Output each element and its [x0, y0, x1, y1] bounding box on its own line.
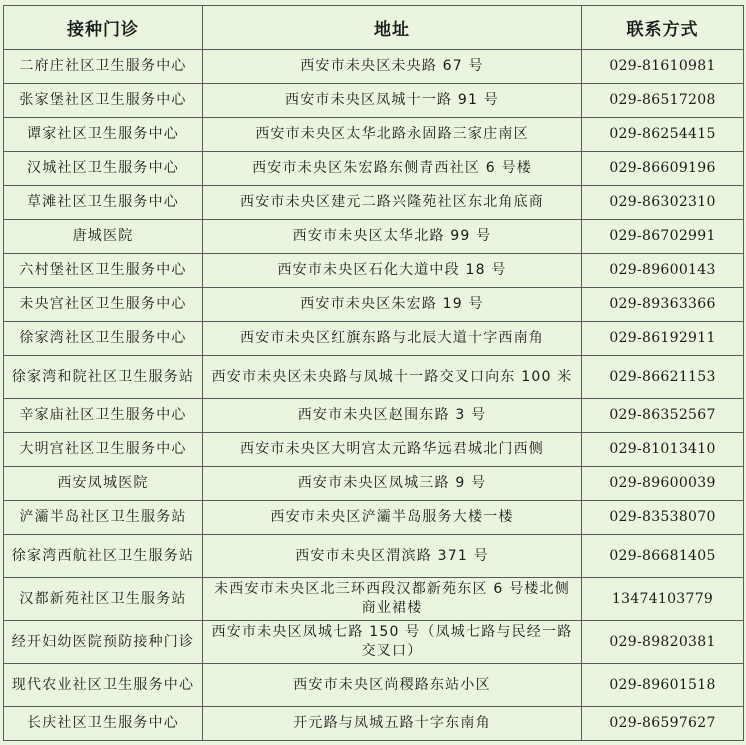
clinic-name: 辛家庙社区卫生服务中心: [4, 399, 203, 433]
table-row: [4, 50, 744, 84]
clinic-name: 经开妇幼医院预防接种门诊: [4, 621, 203, 664]
clinic-phone: 029-86681405: [582, 535, 744, 578]
table-row: [4, 501, 744, 535]
table-row: [4, 254, 744, 288]
header-row: [4, 6, 744, 50]
table-row: [4, 356, 744, 399]
clinic-address: 西安市未央区太华北路永固路三家庄南区: [203, 118, 582, 152]
table-row: [4, 322, 744, 356]
table-row: [4, 399, 744, 433]
clinic-phone: 029-86517208: [582, 84, 744, 118]
clinic-address: 西安市未央区未央路与凤城十一路交叉口向东 100 米: [203, 356, 582, 399]
clinic-phone: 029-86302310: [582, 186, 744, 220]
table-row: [4, 220, 744, 254]
vaccination-clinic-table: [3, 5, 744, 741]
table-row: [4, 152, 744, 186]
clinic-address: 西安市未央区渭滨路 371 号: [203, 535, 582, 578]
clinic-phone: 029-83538070: [582, 501, 744, 535]
clinic-address: 西安市未央区赵围东路 3 号: [203, 399, 582, 433]
clinic-phone: 029-89600039: [582, 467, 744, 501]
table-row: [4, 578, 744, 621]
clinic-address: 西安市未央区凤城七路 150 号（凤城七路与民经一路交叉口）: [203, 621, 582, 664]
clinic-address: 西安市未央区朱宏路东侧青西社区 6 号楼: [203, 152, 582, 186]
table-row: [4, 535, 744, 578]
clinic-phone: 029-86597627: [582, 707, 744, 741]
clinic-address: 未西安市未央区北三环西段汉都新苑东区 6 号楼北侧商业裙楼: [203, 578, 582, 621]
clinic-address: 西安市未央区尚稷路东站小区: [203, 664, 582, 707]
clinic-name: 浐灞半岛社区卫生服务站: [4, 501, 203, 535]
clinic-address: 西安市未央区石化大道中段 18 号: [203, 254, 582, 288]
clinic-phone: 029-86192911: [582, 322, 744, 356]
clinic-address: 开元路与凤城五路十字东南角: [203, 707, 582, 741]
header-address: 地址: [203, 6, 582, 50]
clinic-phone: 029-86702991: [582, 220, 744, 254]
clinic-name: 徐家湾和院社区卫生服务站: [4, 356, 203, 399]
table-row: [4, 433, 744, 467]
clinic-address: 西安市未央区大明宫太元路华远君城北门西侧: [203, 433, 582, 467]
clinic-address: 西安市未央区建元二路兴隆苑社区东北角底商: [203, 186, 582, 220]
clinic-phone: 029-89820381: [582, 621, 744, 664]
clinic-address: 西安市未央区未央路 67 号: [203, 50, 582, 84]
clinic-name: 未央宫社区卫生服务中心: [4, 288, 203, 322]
clinic-phone: 029-81610981: [582, 50, 744, 84]
clinic-address: 西安市未央区浐灞半岛服务大楼一楼: [203, 501, 582, 535]
table-row: [4, 84, 744, 118]
clinic-address: 西安市未央区朱宏路 19 号: [203, 288, 582, 322]
clinic-phone: 029-86254415: [582, 118, 744, 152]
clinic-address: 西安市未央区凤城三路 9 号: [203, 467, 582, 501]
clinic-name: 汉都新苑社区卫生服务站: [4, 578, 203, 621]
table-row: [4, 707, 744, 741]
clinic-phone: 029-89601518: [582, 664, 744, 707]
table-row: [4, 186, 744, 220]
clinic-name: 长庆社区卫生服务中心: [4, 707, 203, 741]
clinic-address: 西安市未央区凤城十一路 91 号: [203, 84, 582, 118]
clinic-address: 西安市未央区太华北路 99 号: [203, 220, 582, 254]
clinic-phone: 029-89363366: [582, 288, 744, 322]
clinic-name: 现代农业社区卫生服务中心: [4, 664, 203, 707]
clinic-phone: 13474103779: [582, 578, 744, 621]
clinic-name: 二府庄社区卫生服务中心: [4, 50, 203, 84]
clinic-name: 徐家湾西航社区卫生服务站: [4, 535, 203, 578]
clinic-phone: 029-86352567: [582, 399, 744, 433]
table-row: [4, 621, 744, 664]
clinic-name: 汉城社区卫生服务中心: [4, 152, 203, 186]
table-row: [4, 288, 744, 322]
header-phone: 联系方式: [582, 6, 744, 50]
table-row: [4, 664, 744, 707]
clinic-name: 徐家湾社区卫生服务中心: [4, 322, 203, 356]
clinic-phone: 029-81013410: [582, 433, 744, 467]
clinic-name: 谭家社区卫生服务中心: [4, 118, 203, 152]
clinic-name: 六村堡社区卫生服务中心: [4, 254, 203, 288]
clinic-name: 草滩社区卫生服务中心: [4, 186, 203, 220]
clinic-phone: 029-86609196: [582, 152, 744, 186]
table-row: [4, 467, 744, 501]
clinic-name: 大明宫社区卫生服务中心: [4, 433, 203, 467]
clinic-name: 张家堡社区卫生服务中心: [4, 84, 203, 118]
clinic-address: 西安市未央区红旗东路与北辰大道十字西南角: [203, 322, 582, 356]
clinic-name: 唐城医院: [4, 220, 203, 254]
table-row: [4, 118, 744, 152]
header-clinic: 接种门诊: [4, 6, 203, 50]
clinic-phone: 029-89600143: [582, 254, 744, 288]
clinic-phone: 029-86621153: [582, 356, 744, 399]
clinic-name: 西安凤城医院: [4, 467, 203, 501]
